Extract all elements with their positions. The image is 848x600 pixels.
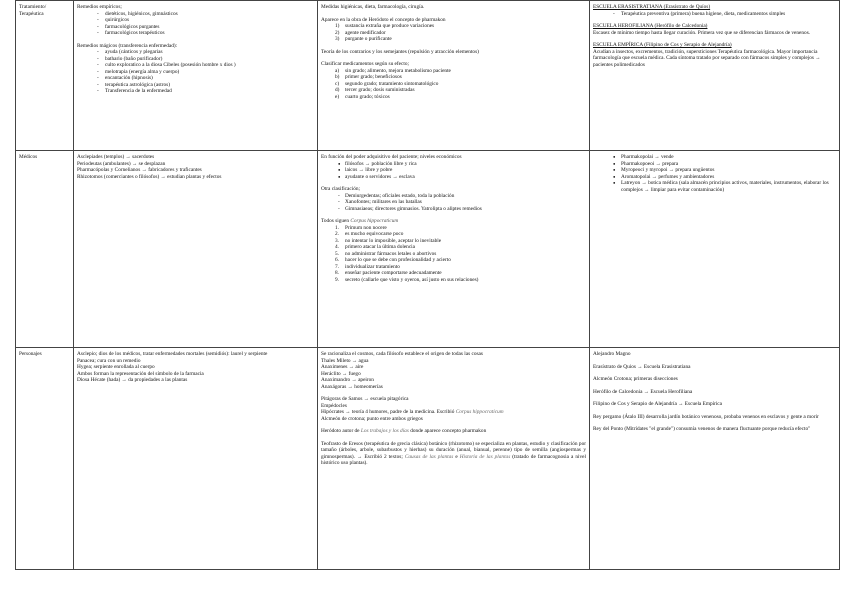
italic-title: Corpus hippocraticum [350,218,399,224]
italic-title: Los trabajos y los días [360,428,409,434]
list-item: 7. individualizar tratamiento [335,263,400,270]
list-item: - Gimnasiaeas; directores gimnasios. Yatrolipta o aliptes remedios [321,206,586,213]
list-item: - Xanofontes; militares en las batallas [321,199,586,206]
list-item: ● laicos → libre y pobre [321,167,586,174]
list-item: - dietéticos, higiénicos, gimnásticos [77,11,314,18]
row-label [16,151,74,348]
list-item: 2. es mucho equivocarse poco [335,231,404,237]
row-label-text: Personajes [19,351,42,357]
paragraph: Clasificar medicamentos según su efecto; [321,61,409,67]
list-item: - quirúrgicos [77,17,314,24]
school-heading: ESCUELA ERASISTRATIANA (Erasístrato de Quíos) [593,4,711,10]
list-item: - encantación (hipnosis) [77,75,314,82]
italic-title: Corpus hippocraticum [455,409,504,415]
document-table [15,0,840,570]
list-item: - farmacológicos terapéuticos [77,30,314,37]
bullet-list [593,154,836,193]
italic-title: Causas de las plantas [404,453,454,460]
line: Diosa Hécate (hada) → da propiedades a las plantas [77,377,188,383]
paragraph: Aparece en la obra de Heródoto el concepto de pharmakon [321,16,446,23]
line: Rhizotomos (comerciantes o filósofos) → estudian plantas y efectos [77,173,222,180]
list-item: ● Latreyon → botica médica (sala almacén principios activos, materiales, instrumentos, elaborar los complejos → limpiar para evitar contaminación) [593,180,836,193]
line: Thales Mileto → agua [321,357,369,364]
paragraph: Otra clasificación; [321,186,360,192]
list-item: - terapéutica astrológica (astros) [77,82,314,89]
paragraph: Remedios mágicos (transferencia enfermedad): [77,42,178,49]
list-item: ● Pharmakopoeoi → prepara [593,161,836,168]
list-item: ● ayudante o servidores → esclava [321,174,586,181]
numbered-list [321,225,586,284]
list-item: 8. enseñar paciente comportarse adecuadamente [335,270,442,276]
list-item: - Terapéutica preventiva (primera) buena higiene, dieta, medicamentos simples [593,11,836,18]
list-item: ● filósofos → población libre y rica [321,161,586,168]
cell-col2 [74,1,318,151]
list-item: - farmacológicos purgantes [77,24,314,31]
list-item: c) segundo grado; tratamiento sintomatológico [335,80,439,87]
line: Herófilo de Calcedonia → Escuela Herofiliana [593,388,693,395]
paragraph: Medidas higiénicas, dieta, farmacología, cirugía. [321,4,425,10]
line: Panacea; cura con un remedio [77,357,141,364]
list-item: 1) sustancia extraña que produce variaciones [335,23,435,29]
list-item: ● Aromatopolai → perfumes y ambientadores [593,174,836,181]
row-label-text: Médicos [19,154,38,160]
list-item: - ayuda (cánticos y plegarias [77,49,314,56]
paragraph: Todos siguen Corpus hippocraticum [321,218,399,224]
paragraph: En función del poder adquisitivo del paciente; niveles económicos [321,154,462,160]
bullet-list [321,161,586,181]
row-label [16,1,74,151]
list-item: 6. hacer lo que se debe con profesionalidad y acierto [335,257,451,263]
paragraph: Escasez de mínimo tiempo hasta llegar curación. Primera vez que se diferencian fármacos de venenos. [593,29,811,36]
list-item: 3) purgante o purificante [335,36,392,42]
row-label [16,348,74,570]
list-item: b) primer grado; beneficiosos [335,74,402,80]
paragraph: Alcmeón de crotona; punto entre ambos griegos [321,415,423,422]
numbered-list [321,23,586,43]
line: Alejandro Magno [593,351,631,357]
row-characters [16,348,840,570]
row-treatment [16,1,840,151]
line: Heráclito → fuego [321,370,361,377]
line: Pitágoras de Samos → escuela pitagórica [321,396,409,402]
row-doctors [16,151,840,348]
list-item: 4. primero atacar la última dolencia [335,244,416,250]
list-item: - Demiurgedentas; oficiales estado, toda la población [321,193,586,200]
cell-col3 [318,1,590,151]
list-item: - Transferencia de la enfermedad [77,88,314,95]
line: Ambos forman la representación del símbolo de la farmacia [77,370,204,377]
list-item: - bathario (baño purificador) [77,56,314,63]
list-item: d) tercer grado; dosis suministradas [335,87,415,93]
list [77,49,314,95]
line: Alcmeón Crotona; primeras disecciones [593,376,678,382]
paragraph: Remedios empíricos; [77,4,122,10]
list [321,193,586,213]
list-item: 2) agente medificador [335,29,386,36]
paragraph: Teoría de los contrarios y los semejantes (repulsión y atracción elementos) [321,48,479,55]
list-item: 3. no intentar lo imposible, aceptar lo inevitable [335,237,442,244]
line: Rey pergamo (Átalo III) desarrolla jardín botánico venenoso, probaba venenos en esclavos y gente a morir [593,413,819,420]
line: Filipino de Cos y Serapio de Alejandría → Escuela Empírica [593,401,723,407]
cell-col3 [318,151,590,348]
italic-title: Historia de las plantas [459,453,511,460]
line: Anaxágoras → homeomerías [321,383,383,390]
line: Anaximenes → aire [321,364,364,370]
line: Asclepiades (templos) → sacerdotes [77,154,155,160]
line: Anaximandro → apeiron [321,377,374,383]
list-item: 9. secreto (callarle que visto y oyeron, así justo en sus relaciones) [335,276,479,283]
line: Rey del Ponto (Mitrídates "el grande") consumía venenos de manera fluctuante porque reducía efecto" [593,426,811,432]
cell-col4 [590,348,840,570]
line: Asclepio; dios de los médicos, tratar enfermedades mortales (semidiós): laurel y serpiente [77,351,268,357]
list [593,11,836,18]
school-heading: ESCUELA EMPÍRICA (Filipino de Cos y Serapio de Alejandría) [593,42,732,48]
line: Periodeutas (ambulantes) → se desplazan [77,160,166,167]
list [77,11,314,37]
list-item: - melotrapia (energía alma y cuerpo) [77,69,314,76]
paragraph: Se racionaliza el cosmos, cada filósofo establece el origen de todas las cosas [321,351,483,357]
row-label-text: Tratamiento/ Terapéutica [19,4,47,17]
lettered-list [321,68,586,101]
line: Erasístrato de Quios → Escuela Erasistratiana [593,363,691,370]
cell-col2 [74,151,318,348]
list-item: - culto exploratico a la diosa Cibeles (posesión hombre x dios ) [77,62,314,69]
list-item: ● Myropeoci y myropoi → prepara ungüentos [593,167,836,174]
list-item: e) cuarto grado; tóxicos [335,93,390,100]
paragraph: Heródoto autor de Los trabajos y los días donde aparece concepto pharmakon [321,428,487,434]
list-item: ● Pharmakopolai → vende [593,154,836,161]
cell-col4 [590,151,840,348]
line: Pharmacópolas y Cornelianos → fabricadores y traficantes [77,167,202,173]
cell-col3 [318,348,590,570]
cell-col4 [590,1,840,151]
line: Empédocles [321,402,347,409]
paragraph: Hipócrates → teoría 4 humores, padre de la medicina. Escribió Corpus hippocraticum [321,409,504,415]
school-heading: ESCUELA HEROFILIANA (Herófilo de Calcedonia) [593,23,708,29]
paragraph: Teofrasto de Eresos (terapéutica de grecia clásica) botánico (rhizotomo) se especializa en plantas, estudio y clasificación por tamaño (árboles, arbole, subarbustos y hierbas) su duración (anual, bianual, perenne) tipo de semilla (angiospermas y gimnospermas). → Escribió 2 textos; Causas de las plantas e Historia de las plantas (tratado de farmacognosia a nivel histórico uso plantas). [321,440,586,466]
cell-col2 [74,348,318,570]
list-item: 1. Primum non nocere [335,224,387,231]
paragraph: Acudían a insectos, excrementos, tradición, supersticiones Terapéutica farmacológica. Mayor importancia farmacología que escuela médica. Cada síntoma tratado por separado con fármacos simples y complejos → pacientes polimedicados [593,48,821,68]
line: Hygea; serpiente enrollada al cuerpo [77,364,155,370]
list-item: a) sin grado; alimento, mejora metabolismo paciente [335,67,451,74]
list-item: 5. no administrar fármacos letales o abortivos [335,250,437,257]
